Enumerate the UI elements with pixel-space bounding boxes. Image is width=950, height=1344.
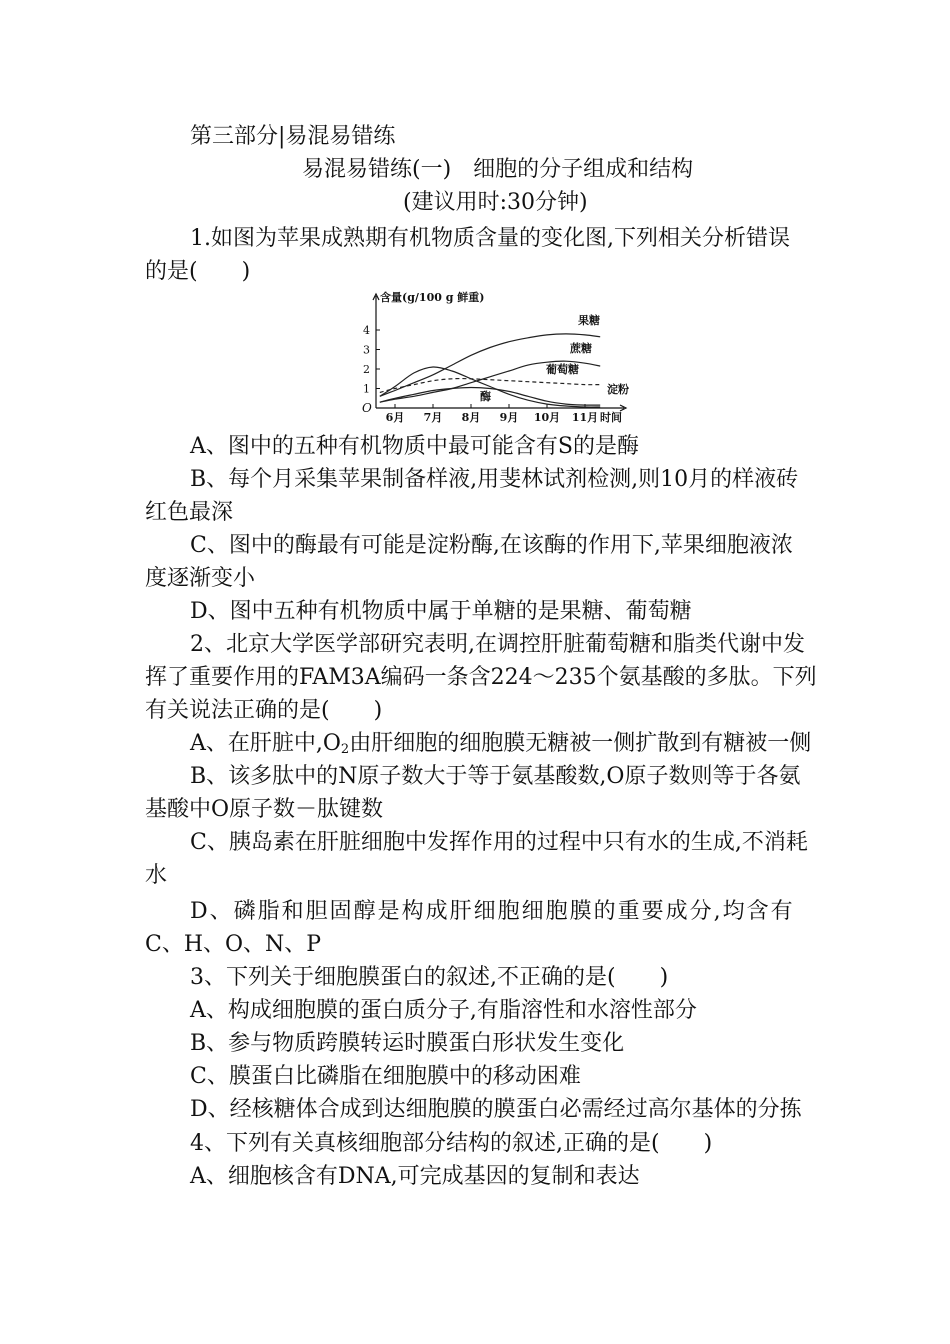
- x-tick-label: 8月: [461, 411, 481, 424]
- chart-ticks: [363, 324, 622, 424]
- q1-stem-line2: 的是( ): [145, 259, 251, 284]
- origin-label: O: [362, 401, 372, 415]
- suggested-time: (建议用时:30分钟): [403, 190, 588, 215]
- x-tick-label: 9月: [499, 411, 519, 424]
- q1-stem-line1: 1.如图为苹果成熟期有机物质含量的变化图,下列相关分析错误: [190, 226, 790, 251]
- q2-option-b-line2: 基酸中O原子数－肽键数: [145, 797, 384, 822]
- q1-option-c-line2: 度逐渐变小: [145, 566, 256, 591]
- y-tick-label: 2: [363, 363, 370, 376]
- q2-option-d-line2: C、H、O、N、P: [145, 932, 322, 957]
- q1-option-c-line1: C、图中的酶最有可能是淀粉酶,在该酶的作用下,苹果细胞液浓: [190, 533, 793, 558]
- q2-option-c-line2: 水: [145, 863, 168, 888]
- series-label-3: 淀粉: [607, 383, 629, 396]
- apple-ripening-chart: [362, 290, 642, 425]
- series-label-1: 蔗糖: [570, 342, 592, 355]
- q4-stem: 4、下列有关真核细胞部分结构的叙述,正确的是( ): [190, 1131, 713, 1156]
- q3-option-d: D、经核糖体合成到达细胞膜的膜蛋白必需经过高尔基体的分拣: [190, 1097, 802, 1122]
- q3-option-b: B、参与物质跨膜转运时膜蛋白形状发生变化: [190, 1031, 625, 1056]
- q2-option-d-line1: D、磷脂和胆固醇是构成肝细胞细胞膜的重要成分,均含有: [190, 899, 795, 924]
- q2-stem-line3: 有关说法正确的是( ): [145, 698, 383, 723]
- series-label-0: 果糖: [578, 314, 600, 327]
- q1-option-b-line1: B、每个月采集苹果制备样液,用斐林试剂检测,则10月的样液砖: [190, 467, 799, 492]
- x-tick-label: 10月: [533, 411, 561, 424]
- y-tick-label: 4: [363, 324, 370, 337]
- q3-option-c: C、膜蛋白比磷脂在细胞膜中的移动困难: [190, 1064, 581, 1089]
- series-label-4: 酶: [480, 390, 491, 403]
- x-tick-label: 11月: [571, 411, 599, 424]
- x-axis-label: 时间: [600, 411, 622, 424]
- q2-stem-line1: 2、北京大学医学部研究表明,在调控肝脏葡萄糖和脂类代谢中发: [190, 632, 805, 657]
- q4-option-a: A、细胞核含有DNA,可完成基因的复制和表达: [190, 1164, 640, 1189]
- x-tick-label: 6月: [385, 411, 405, 424]
- q1-option-d: D、图中五种有机物质中属于单糖的是果糖、葡萄糖: [190, 599, 692, 624]
- q3-option-a: A、构成细胞膜的蛋白质分子,有脂溶性和水溶性部分: [190, 998, 697, 1023]
- q2-option-a: A、在肝脏中$,O_2$由肝细胞的细胞膜无糖被一侧扩散到有糖被一侧: [190, 731, 812, 757]
- y-tick-label: 3: [363, 343, 370, 357]
- page-title: 易混易错练(一) 细胞的分子组成和结构: [302, 157, 694, 182]
- q2-option-b-line1: B、该多肽中的N原子数大于等于氨基酸数,O原子数则等于各氨: [190, 764, 801, 789]
- series-label-2: 葡萄糖: [546, 363, 579, 376]
- section-heading: 第三部分|易混易错练: [190, 124, 396, 149]
- y-tick-label: 1: [363, 382, 370, 396]
- q3-stem: 3、下列关于细胞膜蛋白的叙述,不正确的是( ): [190, 965, 669, 990]
- q1-option-a: A、图中的五种有机物质中最可能含有S的是酶: [190, 434, 639, 459]
- y-axis-label: 含量(g/100 g 鲜重): [380, 291, 485, 304]
- chart-series-labels: [480, 313, 629, 403]
- q1-option-b-line2: 红色最深: [145, 500, 234, 525]
- q2-stem-line2: 挥了重要作用的FAM3A编码一条含224～235个氨基酸的多肽。下列: [145, 665, 817, 690]
- q2-option-c-line1: C、胰岛素在肝脏细胞中发挥作用的过程中只有水的生成,不消耗: [190, 830, 808, 855]
- x-tick-label: 7月: [423, 411, 443, 424]
